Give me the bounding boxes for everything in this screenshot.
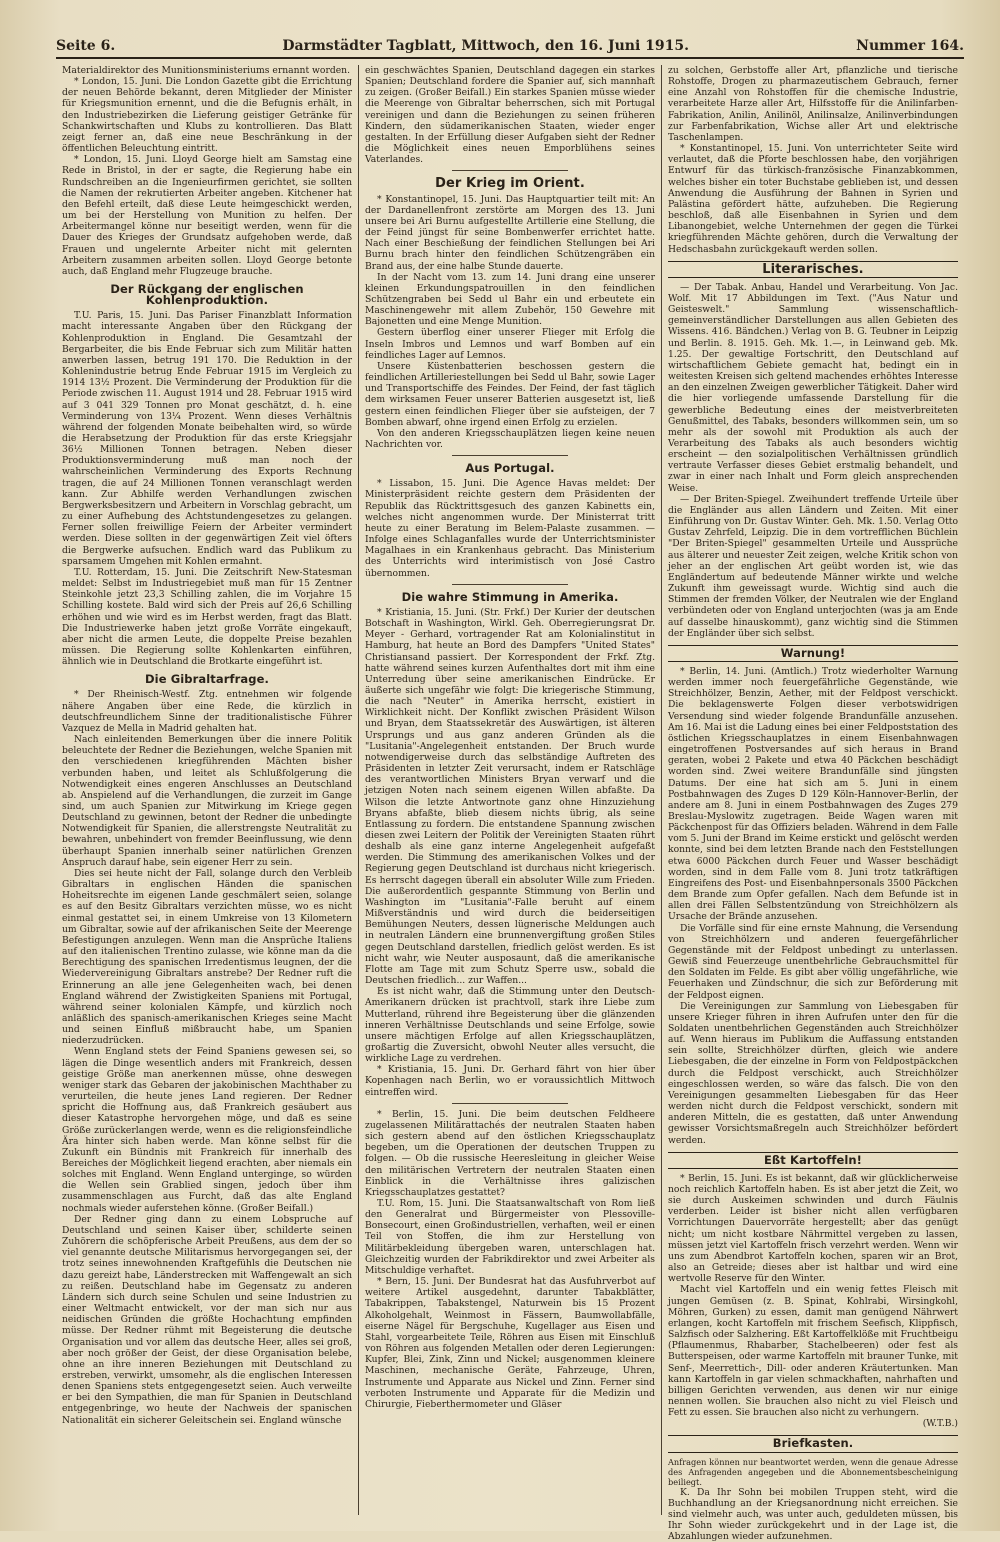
- newspaper-title: Darmstädter Tagblatt, Mittwoch, den 16. Juni 1915.: [282, 38, 689, 54]
- headline-literary: Literarisches.: [762, 261, 864, 277]
- article-text: — Der Briten-Spiegel. Zweihundert treffende Urteile über die Engländer aus allen Ländern und Zeiten. Mit einer Einführung von Dr. Gustav Winter. Geh. Mk. 1.50. Verlag Otto Gustav Zehrfeld, Leipzig. Die in dem vortrefflichen Büchlein "Der Briten-Spiegel" gesammelten Urteile und Aussprüche aus älterer und neuester Zeit zeigen, welche Kritik schon von jeher an der englischen Art geübt worden ist, wie das Engländertum auf bedeutende Männer wirkte und welche Zukunft ihm geweissagt wurde. Wichtig sind auch die Stimmen der fremden Völker, der Neutralen wie der England verbündeten oder von England unterjochten (was ja am Ende auf dasselbe hinauskommt), ganz wichtig sind die Stimmen der Engländer über sich selbst.: [668, 493, 958, 639]
- article-text: — Der Tabak. Anbau, Handel und Verarbeitung. Von Jac. Wolf. Mit 17 Abbildungen im Text. ("Aus Natur und Geisteswelt." Sammlung wissenschaftlich-gemeinverständlicher Darstellungen aus allen Gebieten des Wissens. 416. Bändchen.) Verlag von B. G. Teubner in Leipzig und Berlin. 8. 1915. Geh. Mk. 1.—, in Leinwand geb. Mk. 1.25. Der gewaltige Fortschritt, den Deutschland auf wirtschaftlichem Gebiete gemacht hat, bedingt ein in weitesten Kreisen sich geltend machendes erhöhtes Interesse an den einzelnen Zweigen gewerblicher Tätigkeit. Daher wird die hier vorliegende umfassende Darstellung für die gewerbliche Bedeutung eines der meistverbreiteten Genußmittel, des Tabaks, besonders willkommen sein, um so mehr als der sowohl mit Produktion als auch der Verarbeitung des Tabaks als auch besonders wichtig erscheint — den sozialpolitischen Verhältnissen gründlich vertraute Verfasser dieses Gebiet erstmalig behandelt, und zwar in einer nach Inhalt und Form gleich ansprechenden Weise.: [668, 281, 958, 494]
- article-text: Die Vereinigungen zur Sammlung von Liebesgaben für unsere Krieger führen in ihren Aufrufen unter den für die Soldaten unentbehrlichen Gegenständen auch Streichhölzer auf. Wenn hieraus im Publikum die Auffassung entstanden sein sollte, Streichhölzer dürften, gleich wie andere Liebesgaben, die der einzelne in Form von Feldpostpäckchen durch die Feldpost verschickt, auch Streichhölzer eingeschlossen werden, so wäre das falsch. Die von den Vereinigungen gesammelten Liebesgaben für das Heer werden nicht durch die Feldpost verschickt, sondern mit anderen Mitteln, die es gestatten, daß unter Anwendung gewisser Vorsichtsmaßregeln auch Streichhölzer befördert werden.: [668, 1000, 958, 1146]
- source-tag: (W.T.B.): [922, 1418, 958, 1430]
- article-text: * Berlin, 15. Juni. Es ist bekannt, daß wir glücklicherweise noch reichlich Kartoffeln haben. Es ist aber jetzt die Zeit, wo sie durch Auskeimen schwinden und durch Fäulnis verderben. Leider ist bisher nicht allen verfügbaren Vorrichtungen Dauervorräte hergestellt; aber das genügt nicht; um nicht kostbare Nährmittel vergeben zu lassen, müssen jetzt viel Kartoffeln frisch verzehrt werden. Wenn wir uns zum Abendbrot Kartoffeln kochen, sparen wir an Brot, also an Getreide; dieses aber ist haltbar und wird eine wertvolle Reserve für den Winter.: [668, 1172, 958, 1285]
- headline-coal: Der Rückgang der englischen Kohlenproduktion.: [110, 281, 304, 308]
- divider: [452, 170, 568, 171]
- divider: [452, 455, 568, 456]
- headline-gibraltar: Die Gibraltarfrage.: [145, 672, 269, 687]
- issue-number: Nummer 164.: [856, 38, 964, 54]
- article-text: Die Vorfälle sind für eine ernste Mahnung, die Versendung von Streichhölzern und anderen feuergefährlicher Gegenstände mit der Feldpost unbedingt zu unterlassen. Gewiß sind Feuerzeuge unentbehrliche Gebrauchsmittel für den Soldaten im Felde. Es gibt aber völlig ungefährliche, wie Feuerhaken und Zündschnur, die sich zur Beförderung mit der Feldpost eignen.: [668, 922, 958, 1001]
- article-text: * Bern, 15. Juni. Der Bundesrat hat das Ausfuhrverbot auf weitere Artikel ausgedehnt, darunter Tabakblätter, Tabakrippen, Tabakstengel, Naturwein bis 15 Prozent Alkoholgehalt, Weinmost in Fässern, Baumwollabfälle, eiserne Nägel für Bergschuhe, Kugellager aus Eisen und Stahl, vorgearbeitete Teile, Röhren aus Eisen mit Einschluß von Röhren aus folgenden Metallen oder deren Legierungen: Kupfer, Blei, Zink, Zinn und Nickel; ausgenommen kleinere Maschinen, mechanische Geräte, Fahrzeuge, Uhren, Instrumente und Apparate aus Nickel und Zinn. Ferner sind verboten Instrumente und Apparate für die Medizin und Chirurgie, Fieberthermometer und Gläser: [365, 1276, 655, 1410]
- column-1: [56, 65, 358, 1515]
- article-text: In der Nacht vom 13. zum 14. Juni drang eine unserer kleinen Erkundungspatrouillen in den feindlichen Schützengraben bei Sedd ul Bahr ein und erbeutete ein Maschinengewehr mit allem Zubehör, 150 Gewehre mit Bajonetten und eine Menge Munition.: [365, 271, 655, 328]
- article-text: Dies sei heute nicht der Fall, solange durch den Verbleib Gibraltars in englischen Händen die spanischen Hoheitsrechte im eigenen Lande geschmälert seien, solange es auf den Besitz Gibraltars verzichten müsse, wo es nicht einmal gestattet sei, in einem Umkreise von 13 Kilometern um Gibraltar, sowie auf der afrikanischen Seite der Meerenge Befestigungen anzulegen. Wenn man die Ansprüche Italiens auf den italienischen Trentino zulasse, wie könne man da die Berechtigung des spanischen Irredentismus leugnen, der die Wiedervereinigung Gibraltars anstrebe? Der Redner ruft die Erinnerung an alle jene Gelegenheiten wach, bei denen England während der Zwistigkeiten Spaniens mit Portugal, während seiner kolonialen Kämpfe, und kürzlich noch anläßlich des spanisch-amerikanischen Krieges seine Macht und seinen Einfluß mißbraucht habe, um Spanien niederzudrücken.: [62, 867, 352, 1047]
- article-text: Gestern überflog einer unserer Flieger mit Erfolg die Inseln Imbros und Lemnos und warf Bomben auf ein feindliches Lager auf Lemnos.: [365, 327, 655, 361]
- headline-letterbox: Briefkasten.: [772, 1436, 854, 1451]
- columns: [56, 65, 964, 1542]
- article-text: ein geschwächtes Spanien, Deutschland dagegen ein starkes Spanien; Deutschland fordere die Spanier auf, sich mannhaft zu zeigen. (Großer Beifall.) Ein starkes Spanien müsse wieder die Meerenge von Gibraltar beherrschen, sich mit Portugal vereinigen und dann die Beziehungen zu seinen früheren Kindern, den südamerikanischen Staaten, wieder enger gestalten. In der Erfüllung dieser Aufgaben sieht der Redner die Möglichkeit eines neuen Emporblühens seines Vaterlandes.: [365, 65, 655, 166]
- article-text: T.U. Rom, 15. Juni. Die Staatsanwaltschaft von Rom ließ den Generalrat und Bürgermeister von Plessoville-Bonsecourt, einen Großindustriellen, verhaften, weil er einen Teil von Stoffen, die ihm zur Herstellung von Militärbekleidung übergeben waren, unterschlagen hat. Gleichzeitig wurden der Fabrikdirektor und zwei Arbeiter als Mitschuldige verhaftet.: [365, 1198, 655, 1276]
- headline-america: Die wahre Stimmung in Amerika.: [401, 589, 619, 604]
- article-text: * Konstantinopel, 15. Juni. Von unterrichteter Seite wird verlautet, daß die Pforte beschlossen habe, den vorjährigen Entwurf für das türkisch-französische Finanzabkommen, welches bisher ein toter Buchstabe geblieben ist, und dessen Anwendung die Ausführung der Bahnen in Syrien und Palästina gefördert hätte, aufzuheben. Die Regierung beschloß, daß alle Eisenbahnen in Syrien und dem Libanongebiet, welche Unternehmen der gegen die Türkei kriegführenden Mächte gehören, durch die Verwaltung der Hedschasbahn zurückgekauft werden sollen.: [668, 143, 958, 255]
- article-text: T.U. Paris, 15. Juni. Das Pariser Finanzblatt Information macht interessante Angaben über den Rückgang der Kohlenproduktion in England. Die Gesamtzahl der Bergarbeiter, die bis Ende Februar sich zum Militär hatten anwerben lassen, betrug 191 170. Die Reduktion in der Kohlenindustrie betrug Ende Februar 1915 im Vergleich zu 1914 13½ Prozent. Die Verminderung der Produktion für die Periode zwischen 11. August 1914 und 28. Februar 1915 wird auf 3 041 329 Tonnen pro Monat geschätzt, d. h. eine Verminderung von 13¼ Prozent. Wenn dieses Verhältnis während der folgenden Monate beibehalten wird, so würde die Herabsetzung der Produktion für das erste Kriegsjahr 36½ Millionen Tonnen betragen. Neben dieser Produktionsverminderung muß man noch der wahrscheinlichen Verminderung des Exports Rechnung tragen, die auf 24 Millionen Tonnen veranschlagt werden kann. Zur Abhilfe werden Verhandlungen zwischen Bergwerksbesitzern und Arbeitern in Vorschlag gebracht, um zu einer Aufhebung des Achtstundengesetzes zu gelangen. Ferner sollen freiwillige Feiern der Arbeiter vermindert werden. Diese sollten in der gegenwärtigen Zeit viel öfters die Bergwerke aufsuchen. Endlich ward das Publikum zu sparsamem Umgehen mit Kohlen ermahnt.: [62, 310, 352, 567]
- article-text: K. Da Ihr Sohn bei mobilen Truppen steht, wird die Buchhandlung an der Kriegsanordnung nicht erreichen. Sie sind vielmehr auch, was unter auch, geduldeten müssen, bis Ihr Sohn wieder zurückgekehrt und in der Lage ist, die Abzahlungen wieder aufzunehmen.: [668, 1486, 958, 1542]
- divider: [452, 1103, 568, 1104]
- letterbox-note: Anfragen können nur beantwortet werden, wenn die genaue Adresse des Anfragenden angegeben und die Abonnementsbescheinigung beiliegt.: [668, 1456, 958, 1487]
- article-text: * London, 15. Juni. Lloyd George hielt am Samstag eine Rede in Bristol, in der er sagte, die Regierung habe ein Rundschreiben an die Ingenieurfirmen gerichtet, sie sollten die Namen der rekrutierten Arbeiter angeben. Kitchener hat den Befehl erteilt, daß diese Leute heimgeschickt werden, um bei der Herstellung von Munition zu helfen. Der Arbeitermangel könne nur beseitigt werden, wenn für die Dauer des Krieges der Grundsatz aufgehoben werde, daß Frauen und ungelernte Arbeiter nicht mit gelernten Arbeitern zusammen arbeiten sollen. Lloyd George betonte auch, daß England mehr Flugzeuge brauche.: [62, 154, 352, 277]
- headline-orient: Der Krieg im Orient.: [435, 176, 585, 192]
- article-text: Nach einleitenden Bemerkungen über die innere Politik beleuchtete der Redner die Beziehungen, welche Spanien mit den verschiedenen kriegführenden Mächten bisher verbunden haben, und leitet als Schlußfolgerung die Notwendigkeit eines engeren Anschlusses an Deutschland ab. Anspielend auf die Verhandlungen, die zurzeit im Gange sind, um auch Spanien zur Mitwirkung im Kriege gegen Deutschland zu gewinnen, betont der Redner die unbedingte Notwendigkeit für Spanien, die allerstrengste Neutralität zu bewahren, unbehindert von fremder Beeinflussung, wie denn überhaupt Spanien innerhalb seiner natürlichen Grenzen Anspruch darauf habe, sein eigener Herr zu sein.: [62, 734, 352, 868]
- article-text: * Kristiania, 15. Juni. (Str. Frkf.) Der Kurier der deutschen Botschaft in Washington, Wirkl. Geh. Oberregierungsrat Dr. Meyer - Gerhard, vortragender Rat am Kolonialinstitut in Hamburg, hat heute an Bord des Dampfers "United States" Christiansand passiert. Der Korrespondent der Frkf. Ztg. hatte während seines kurzen Aufenthaltes dort mit ihm eine Unterredung über seine amerikanischen Eindrücke. Er äußerte sich ungefähr wie folgt: Die kriegerische Stimmung, die nach "Neuter" in Amerika herrscht, existiert in Wirklichkeit nicht. Der Konflikt zwischen Präsident Wilson und Bryan, dem Staatssekretär des Auswärtigen, ist älteren Ursprungs und aus ganz anderen Gründen als die "Lusitania"-Angelegenheit entstanden. Der Bruch wurde notwendigerweise durch das selbständige Auftreten des Präsidenten in letzter Zeit verursacht, indem er Ratschläge des verantwortlichen Ministers Bryan verwarf und die jetzigen Noten nach seinem eigenen Willen abfaßte. Da Wilson die letzte Antwortnote ganz ohne Hinzuziehung Bryans abfaßte, blieb diesem nichts übrig, als seine Entlassung zu fordern. Die entstandene Spannung zwischen diesen zwei Leitern der Politik der Vereinigten Staaten rührt deshalb als eine ganz interne Angelegenheit aufgefaßt werden. Die Stimmung des amerikanischen Volkes und der Regierung gegen Deutschland ist durchaus nicht kriegerisch. Es herrscht dagegen überall ein absoluter Wille zum Frieden. Die außerordentlich gespannte Stimmung von Berlin und Washington im "Lusitania"-Falle beruht auf einem Mißverständnis und wird durch die beiderseitigen Bemühungen Neuters, dessen lügnerische Meldungen auch in neutralen Ländern eine brunnenvergiftung großen Stiles gegen Deutschland darstellen, friedlich gelöst werden. Es ist nicht wahr, wie Neuter ausposaunt, daß die amerikanische Flotte am Tage mit zum Schutz Sperre usw., sobald die Deutschen friedlich... zur Waffen...: [365, 606, 655, 987]
- article-text: Es ist nicht wahr, daß die Stimmung unter den Deutsch-Amerikanern drücken ist prachtvoll, stark ihre Liebe zum Mutterland, rührend ihre Begeisterung über die glänzenden inneren Verhältnisse Deutschlands und seine Erfolge, sowie unsere mächtigen Erfolge auf allen Kriegsschauplätzen, großartig die Zuversicht, obwohl Neuter alles versucht, die wirkliche Lage zu verdrehen.: [365, 986, 655, 1065]
- headline-potatoes: Eßt Kartoffeln!: [763, 1152, 863, 1167]
- article-text: Unsere Küstenbatterien beschossen gestern die feindlichen Artilleriestellungen bei Sedd ul Bahr, sowie Lager und Transportschiffe des Feindes. Der Feind, der fast täglich dem wirksamen Feuer unserer Batterien ausgesetzt ist, ließ gestern einen feindlichen Flieger über sie aufsteigen, der 7 Bomben abwarf, ohne irgend einen Erfolg zu erzielen.: [365, 360, 655, 428]
- masthead: [56, 38, 964, 59]
- headline-portugal: Aus Portugal.: [465, 461, 555, 476]
- section-header-potatoes: [668, 1152, 958, 1169]
- article-text: * Kristiania, 15. Juni. Dr. Gerhard fährt von hier über Kopenhagen nach Berlin, wo er voraussichtlich Mittwoch eintreffen wird.: [365, 1064, 655, 1098]
- article-text: Von den anderen Kriegsschauplätzen liegen keine neuen Nachrichten vor.: [365, 427, 655, 450]
- article-text: Macht viel Kartoffeln und ein wenig fettes Fleisch mit jungen Gemüsen (z. B. Spinat, Kohlrabi, Wirsingkohl, Möhren, Gurken) zu essen, damit man genügend Nährwert erlangen, kocht Kartoffeln mit frischem Seefisch, Klippfisch, Salzfisch oder Salzhering. Eßt Kartoffelklöße mit Fruchtbeigu (Pflaumenmus, Rhabarber, Stachelbeeren) oder fest als Butterspeisen, oder warme Kartoffeln mit brauner Tunke, mit Senf-, Meerrettich-, Dill- oder anderen Kräutertunken. Man kann Kartoffeln in gar vielen schmackhaften, nahrhaften und billigen Gerichten verwenden, aus denen wir nur einige nennen wollen. Sie brauchen also nicht zu viel Fleisch und Fett zu essen. Sie brauchen also nicht zu verhungern.: [668, 1284, 958, 1419]
- article-text: Materialdirektor des Munitionsministeriums ernannt worden.: [62, 65, 350, 76]
- article-text: T.U. Rotterdam, 15. Juni. Die Zeitschrift New-Statesman meldet: Selbst im Industriegebiet muß man für 15 Zentner Steinkohle jetzt 23,3 Schilling zahlen, die im Vorjahre 15 Schilling kostete. Bald wird sich der Preis auf 26,6 Schilling erhöhen und wie wird es im Herbst werden, fragt das Blatt. Die Industriewerke haben jetzt große Vorräte eingekauft, aber nicht die armen Leute, die doppelte Preise bezahlen müssen. Die Regierung sollte Kohlenkarten einführen, ähnlich wie in Deutschland die Brotkarte eingeführt ist.: [62, 566, 352, 668]
- section-header-literary: [668, 261, 958, 278]
- section-header-warning: [668, 645, 958, 662]
- article-text: * Lissabon, 15. Juni. Die Agence Havas meldet: Der Ministerpräsident reichte gestern dem Präsidenten der Republik das Rücktrittsgesuch des ganzen Kabinetts ein, welches nicht angenommen wurde. Der Ministerrat tritt heute zu einer Beratung im Belem-Palaste zusammen. — Infolge eines Schlaganfalles wurde der Unterrichtsminister Magalhaes in ein Krankenhaus gebracht. Das Ministerium des Unterrichts wird interimistisch von José Castro übernommen.: [365, 478, 655, 579]
- divider: [452, 584, 568, 585]
- headline-warning: Warnung!: [780, 645, 846, 660]
- article-text: * Konstantinopel, 15. Juni. Das Hauptquartier teilt mit: An der Dardanellenfront zerstörte am Morgen des 13. Juni unsere bei Ari Burnu aufgestellte Artillerie eine Stellung, die der Feind jüngst für seine Bombenwerfer errichtet hatte. Nach einer Beschießung der feindlichen Stellungen bei Ari Burnu brach hinter den feindlichen Schützengräben ein Brand aus, der eine halbe Stunde dauerte.: [365, 193, 655, 272]
- column-2: [358, 65, 661, 1515]
- article-text: * Der Rheinisch-Westf. Ztg. entnehmen wir folgende nähere Angaben über eine Rede, die kürzlich in deutschfreundlichem Sinne der traditionalistische Führer Vazquez de Mella in Madrid gehalten hat.: [62, 689, 352, 734]
- article-text: * Berlin, 14. Juni. (Amtlich.) Trotz wiederholter Warnung werden immer noch feuergefährliche Gegenstände, wie Streichhölzer, Benzin, Aether, mit der Feldpost verschickt. Die beklagenswerte Folgen dieser verbotswidrigen Versendung sind wieder folgende Brandunfälle anzusehen. Am 16. Mai ist die Ladung eines bei einer Feldpoststation des östlichen Kriegsschauplatzes in einem Eisenbahnwagen eingetroffenen Postversandes auf sich heraus in Brand geraten, wobei 2 Pakete und etwa 40 Päckchen beschädigt worden sind. Zwei weitere Brandunfälle sind jüngsten Datums. Der eine hat sich am 5. Juni in einem Postbahnwagen des Zuges D 129 Köln-Hannover-Berlin, der andere am 8. Juni in einem Postbahnwagen des Zuges 279 Breslau-Myslowitz zugetragen. Beide Wagen waren mit Päckchenpost für das Offiziers beladen. Während in dem Falle vom 5. Juni der Brand im Keime erstickt und gelöscht werden konnte, sind bei dem letzten Brande nach den Feststellungen etwa 6000 Päckchen durch Feuer und Wasser beschädigt worden, sind in dem Falle vom 8. Juni trotz tatkräftigen Eingreifens des Post- und Eisenbahnpersonals 3500 Päckchen dem Brande zum Opfer gefallen. Nach dem Befunde ist in allen drei Fällen Selbstentzündung von Streichhölzern als Ursache der Brände anzusehen.: [668, 665, 958, 923]
- page-number: Seite 6.: [56, 38, 116, 54]
- article-text: Der Redner ging dann zu einem Lobspruche auf Deutschland und seinen Kaiser über, schilderte seinen Zuhörern die schöpferische Arbeit Preußens, aus dem der so viel genannte deutsche Militarismus hervorgegangen sei, der trotz seines innewohnenden Kraftgefühls die Deutschen nie dazu gereizt habe, Länderstrecken mit Waffengewalt an sich zu reißen. Deutschland habe im Gegensatz zu anderen Ländern sich durch seine Schulen und seine Industrien zu einer Weltmacht entwickelt, vor der man sich nur aus neidischen Gründen die größte Hochachtung empfinden müsse. Der Redner rühmt mit Begeisterung die deutsche Organisation und vor allem das deutsche Heer, alles sei groß, aber noch größer der Geist, der diese Organisation belebe, ohne an ihre inneren Beziehungen mit Deutschland zu erstreben, verwirkt, umsomehr, als die englischen Interessen denen Spaniens stets entgegengesetzt seien. Auch verweilte er bei den Sympathien, die man für Spanien in Deutschland entgegenbringe, wo heute der Nachweis der spanischen Nationalität ein sicherer Geleitschein sei. England wünsche: [62, 1213, 352, 1426]
- column-3: [661, 65, 964, 1542]
- article-text: Wenn England stets der Feind Spaniens gewesen sei, so lägen die Dinge wesentlich anders mit Frankreich, dessen geistige Größe man anerkennen müsse, ohne deswegen weniger stark das Gebaren der jakobinischen Machthaber zu verurteilen, die heute jenes Land regieren. Der Redner spricht die Hoffnung aus, daß Frankreich gesäubert aus dieser Katastrophe hervorgehen möge, und daß es seine Größe zurückerlangen werde, wenn es die religionsfeindliche Ära hinter sich haben werde. Man könne selbst für die Zukunft ein Bündnis mit Frankreich für innerhalb des Bereiches der Möglichkeit liegend erachten, aber niemals ein solches mit England. Wenn England unterginge, so würden die Wellen sein Grablied singen, jedoch über ihm zusammenschlagen aus Furcht, daß das alte England nochmals wieder auferstehen könne. (Großer Beifall.): [62, 1046, 352, 1214]
- article-text: zu solchen, Gerbstoffe aller Art, pflanzliche und tierische Rohstoffe, Drogen zu pharmazeutischem Gebrauch, ferner eine Anzahl von Rohstoffen für die chemische Industrie, verarbeitete Harze aller Art, Hilfsstoffe für die Anilinfarben-Fabrikation, Anilin, Anilinöl, Anilinsalze, Anilinverbindungen zur Farbenfabrikation, Wichse aller Art und elektrische Taschenlampen.: [668, 65, 958, 143]
- article-text: * London, 15. Juni. Die London Gazette gibt die Errichtung der neuen Behörde bekannt, deren Mitglieder der Minister für Kriegsmunition ernennt, und die die Befugnis erhält, in den Industriebezirken die Lieferung geistiger Getränke für Schankwirtschaften und Klubs zu kontrollieren. Das Blatt zeigt ferner an, daß eine neue Beschränkung in der öffentlichen Beleuchtung eintritt.: [62, 76, 352, 155]
- section-header-letterbox: [668, 1435, 958, 1452]
- article-text: * Berlin, 15. Juni. Die beim deutschen Feldheere zugelassenen Militärattachés der neutralen Staaten haben sich gestern abend auf den östlichen Kriegsschauplatz begeben, um die Operationen der deutschen Truppen zu folgen. — Ob die russische Heeresleitung in gleicher Weise den militärischen Vertretern der neutralen Staaten einen Einblick in die Verhältnisse ihres galizischen Kriegsschauplatzes gestattet?: [365, 1108, 655, 1198]
